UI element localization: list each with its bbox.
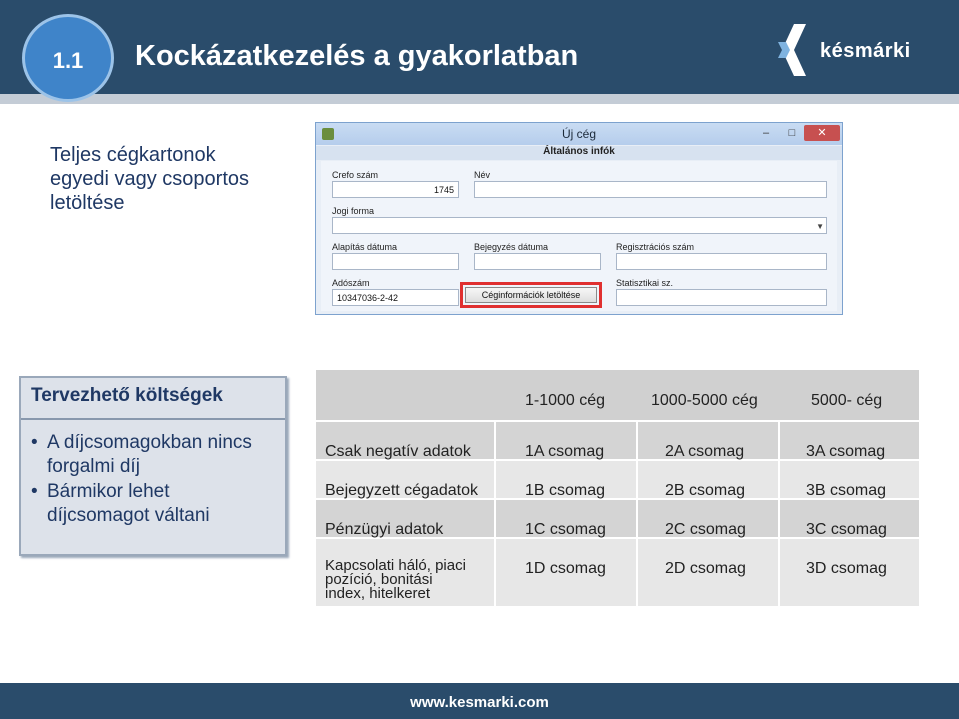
tax-field[interactable]: 10347036-2-42 — [332, 289, 459, 306]
regnum-label: Regisztrációs szám — [616, 242, 695, 252]
table-row — [316, 500, 919, 537]
table-cell: 3A csomag — [806, 443, 886, 460]
founded-label: Alapítás dátuma — [332, 242, 398, 252]
chevron-down-icon: ▼ — [816, 222, 824, 231]
table-header-row — [316, 370, 919, 420]
stat-field[interactable] — [616, 289, 827, 306]
table-cell: 2D csomag — [665, 560, 746, 577]
bullet-icon: • — [31, 481, 38, 502]
bullet-item: • A díjcsomagokban nincs forgalmi díj — [31, 432, 252, 477]
founded-field[interactable] — [332, 253, 459, 270]
table-cell: 3D csomag — [806, 560, 887, 577]
row-label-line: pozíció, bonitási — [325, 571, 433, 588]
footer-bar — [0, 683, 959, 719]
fetch-button-label: Céginformációk letöltése — [465, 287, 597, 303]
registered-label: Bejegyzés dátuma — [474, 242, 549, 252]
slide-number-badge — [22, 14, 114, 102]
table-cell: 1C csomag — [525, 521, 606, 538]
row-label-line: Kapcsolati háló, piaci — [325, 557, 466, 574]
stat-label: Statisztikai sz. — [616, 278, 674, 288]
row-label: Bejegyzett cégadatok — [325, 482, 478, 499]
section-tab[interactable]: Általános infók — [316, 146, 842, 160]
legal-form-select[interactable] — [332, 217, 827, 234]
column-divider — [778, 422, 780, 606]
row-label — [325, 559, 500, 601]
crefo-field[interactable]: 1745 — [332, 181, 459, 198]
table-row — [316, 539, 919, 606]
slide-number: 1.1 — [52, 48, 84, 73]
row-label: Csak negatív adatok — [325, 443, 471, 460]
header-band — [0, 94, 959, 104]
column-header: 5000- cég — [811, 392, 883, 409]
legal-form-label: Jogi forma — [332, 206, 375, 216]
bullet-icon: • — [31, 432, 38, 453]
intro-line: letöltése — [50, 192, 125, 214]
page-title: Kockázatkezelés a gyakorlatban — [135, 40, 579, 72]
tax-label: Adószám — [332, 278, 370, 288]
column-header: 1000-5000 cég — [651, 392, 758, 409]
column-divider — [494, 422, 496, 606]
table-cell: 3C csomag — [806, 521, 887, 538]
registered-field[interactable] — [474, 253, 601, 270]
table-cell: 1A csomag — [525, 443, 605, 460]
crefo-label: Crefo szám — [332, 170, 379, 180]
fetch-company-info-button[interactable] — [460, 282, 602, 308]
table-cell: 3B csomag — [806, 482, 887, 499]
table-row — [316, 461, 919, 498]
close-icon[interactable]: ✕ — [804, 125, 840, 141]
dialog-title: Új cég — [561, 127, 596, 141]
footer-url[interactable]: www.kesmarki.com — [410, 694, 549, 711]
bullet-item: • Bármikor lehet díjcsomagot váltani — [31, 481, 210, 526]
intro-text — [50, 143, 300, 215]
table-cell: 2A csomag — [665, 443, 745, 460]
column-divider — [636, 422, 638, 606]
row-label-line: index, hitelkeret — [325, 585, 431, 602]
maximize-icon[interactable]: □ — [788, 127, 796, 139]
regnum-field[interactable] — [616, 253, 827, 270]
logo-text: késmárki — [820, 40, 911, 62]
table-cell: 2C csomag — [665, 521, 746, 538]
table-row — [316, 422, 919, 459]
table-cell: 2B csomag — [665, 482, 746, 499]
minimize-icon[interactable]: – — [762, 127, 770, 139]
intro-line: egyedi vagy csoportos — [50, 168, 250, 190]
name-label: Név — [474, 170, 491, 180]
cost-title: Tervezhető költségek — [31, 385, 223, 406]
intro-line: Teljes cégkartonok — [50, 144, 216, 166]
name-field[interactable] — [474, 181, 827, 198]
table-cell: 1D csomag — [525, 560, 606, 577]
cost-box — [19, 376, 287, 556]
dialog-titlebar — [316, 123, 842, 145]
column-header: 1-1000 cég — [525, 392, 606, 409]
row-label: Pénzügyi adatok — [325, 521, 444, 538]
table-cell: 1B csomag — [525, 482, 606, 499]
divider — [21, 418, 285, 420]
